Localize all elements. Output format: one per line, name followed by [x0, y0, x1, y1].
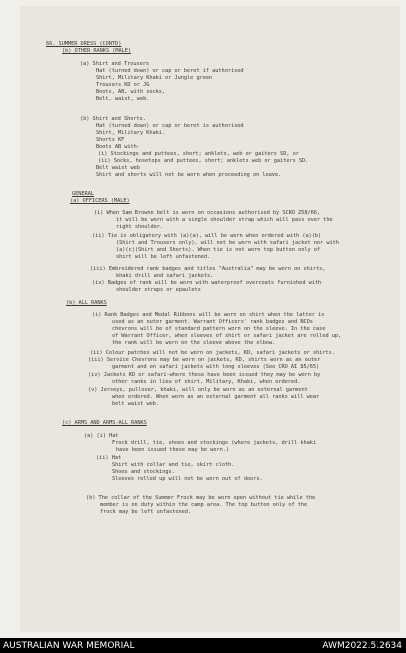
body-text-line: (a) Shirt and Trousers [80, 61, 150, 67]
institution-label: AUSTRALIAN WAR MEMORIAL [3, 641, 135, 651]
body-text-line: used as an outer garment. Warrant Officers' rank badges and NCOs [112, 319, 313, 325]
body-text-line: (Shirt and Trousers only), will not be worn with safari jacket nor with [116, 240, 339, 246]
body-text-line: (a) (i) Hat [84, 433, 119, 439]
body-text-line: (b) The collar of the Summer Frock may be worn open without tie while the [86, 495, 316, 501]
section-heading-line: GENERAL [72, 191, 94, 197]
body-text-line: (v) Jerseys, pullover, khaki, will only be worn as an external garment [88, 387, 308, 393]
body-text-line: Hat (turned down) or cap or beret is authorised [96, 123, 244, 129]
body-text-line: (ii) Tie is obligatory with (a)(a), will be worn when ordered with (a)(b) [92, 233, 322, 239]
body-text-line: it will be worn with a single shoulder strap which will pass over the [116, 217, 333, 223]
body-text-line: (iii) Service Chevrons may be worn on jackets, KD, shirts worn as an outer [88, 357, 321, 363]
section-heading-line: (c) ARMS AND ARMS-ALL RANKS [62, 420, 147, 426]
body-text-line: other ranks in lieu of shirt, Military, Khaki, when ordered. [112, 379, 301, 385]
body-text-line: garment and on safari jackets with long sleeves (See CRO AI 85/65) [112, 364, 320, 370]
body-text-line: Boots AB with- [96, 144, 140, 150]
body-text-line: khaki drill and safari jackets. [116, 273, 214, 279]
archive-footer-bar [0, 638, 406, 653]
body-text-line: (i) When Sam Browne belt is worn on occasions authorised by SCRO 258/66, [94, 210, 321, 216]
body-text-line: (ii) Hat [96, 455, 122, 461]
body-text-line: shirt will be left unfastened. [116, 254, 211, 260]
section-heading-line: (a) OFFICERS (MALE) [70, 198, 130, 204]
body-text-line: right shoulder. [116, 224, 164, 230]
section-heading-line: 66. SUMMER DRESS (CONTD) [46, 41, 122, 47]
body-text-line: Shirt, Military Khaki or Jungle green [96, 75, 213, 81]
body-text-line: (a)(c)(Shirt and Shorts). When tie is not worn top button only of [116, 247, 321, 253]
body-text-line: (iii) Embroidered rank badges and titles "Australia" may be worn on shirts, [90, 266, 326, 272]
body-text-line: of Warrant Officer, when sleeves of shirt or safari jacket are rolled up, [112, 333, 342, 339]
body-text-line: Belt, waist, web. [96, 96, 150, 102]
body-text-line: when ordered. When worn as an external garment all ranks will wear [112, 394, 320, 400]
body-text-line: (iv) Badges of rank will be worn with waterproof overcoats furnished with [92, 280, 322, 286]
body-text-line: Shorts KF [96, 137, 125, 143]
body-text-line: the rank will be worn on the sleeve above the elbow. [112, 340, 276, 346]
body-text-line: belt waist web. [112, 401, 160, 407]
body-text-line: Shirt with collar and tie, skirt cloth. [112, 462, 235, 468]
body-text-line: shoulder straps or epaulets [116, 287, 201, 293]
body-text-line: Frock drill, tie, shoes and stockings (where jackets, drill khaki [112, 440, 317, 446]
body-text-line: Sleeves rolled up will not be worn out of doors. [112, 476, 263, 482]
body-text-line: Shirt, Military Khaki. [96, 130, 166, 136]
body-text-line: (iv) Jackets KD or safari-where these have been issued they may be worn by [88, 372, 321, 378]
body-text-line: have been issued these may be worn.) [116, 447, 230, 453]
section-heading-line: (b) ALL RANKS [66, 300, 107, 306]
body-text-line: member is on duty within the camp area. The top button only of the [100, 502, 308, 508]
body-text-line: Belt waist web [96, 165, 140, 171]
body-text-line: (ii) Socks, hosetops and puttees, short; anklets web or gaiters SD. [98, 158, 309, 164]
body-text-line: (ii) Colour patches will not be worn on jackets, KD, safari jackets or shirts. [90, 350, 335, 356]
item-reference-number: AWM2022.5.2634 [322, 641, 402, 651]
body-text-line: Trousers KD or JG [96, 82, 150, 88]
body-text-line: Hat (turned down) or cap or beret if authorised [96, 68, 244, 74]
section-heading-line: (b) OTHER RANKS (MALE) [62, 48, 132, 54]
body-text-line: Shirt and shorts will not be worn when proceeding on leave. [96, 172, 282, 178]
body-text-line: (i) Stockings and puttees, short; anklets, web or gaiters SD, or [98, 151, 299, 157]
body-text-line: (b) Shirt and Shorts. [80, 116, 146, 122]
body-text-line: chevrons will be of standard pattern worn on the sleeve. In the case [112, 326, 326, 332]
body-text-line: (i) Rank Badges and Medal Ribbons will be worn on shirt when the latter is [92, 312, 325, 318]
body-text-line: frock may be left unfastened. [100, 509, 192, 515]
body-text-line: Shoes and stockings. [112, 469, 175, 475]
body-text-line: Boots, AB, with socks, [96, 89, 166, 95]
